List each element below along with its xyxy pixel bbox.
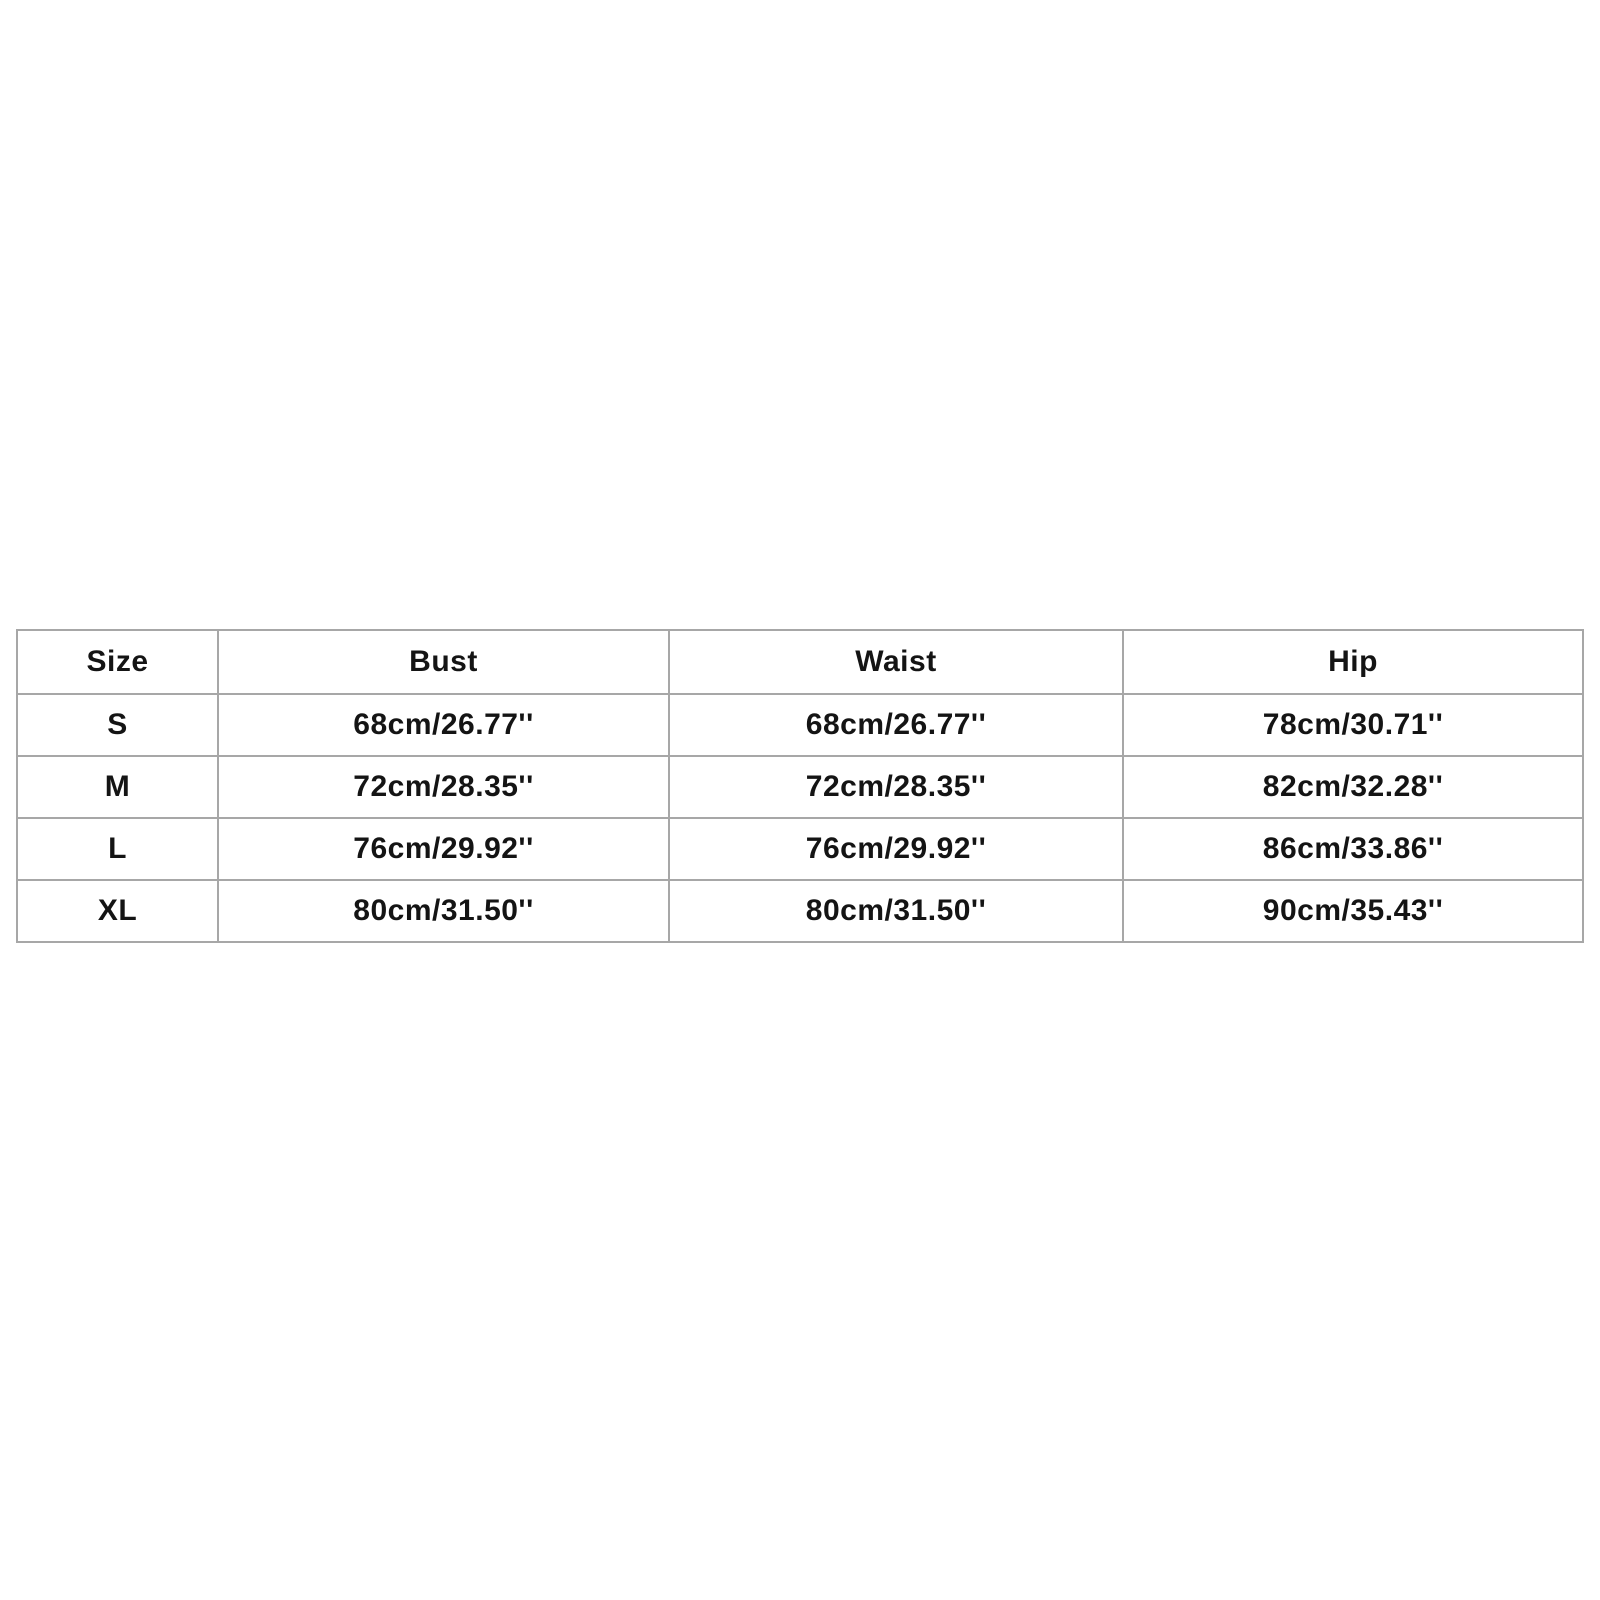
size-cell: M <box>17 756 218 818</box>
waist-cell: 76cm/29.92'' <box>669 818 1123 880</box>
bust-cell: 76cm/29.92'' <box>218 818 669 880</box>
hip-cell: 90cm/35.43'' <box>1123 880 1583 942</box>
table-row-s <box>17 694 1583 756</box>
size-cell: S <box>17 694 218 756</box>
column-header-waist: Waist <box>669 630 1123 694</box>
table-row-xl <box>17 880 1583 942</box>
column-header-hip: Hip <box>1123 630 1583 694</box>
column-header-bust: Bust <box>218 630 669 694</box>
table-row-m <box>17 756 1583 818</box>
column-header-size: Size <box>17 630 218 694</box>
bust-cell: 72cm/28.35'' <box>218 756 669 818</box>
size-cell: L <box>17 818 218 880</box>
waist-cell: 68cm/26.77'' <box>669 694 1123 756</box>
table-row-l <box>17 818 1583 880</box>
waist-cell: 80cm/31.50'' <box>669 880 1123 942</box>
size-chart-table <box>16 629 1584 943</box>
hip-cell: 86cm/33.86'' <box>1123 818 1583 880</box>
bust-cell: 68cm/26.77'' <box>218 694 669 756</box>
size-chart-header <box>17 630 1583 694</box>
header-row <box>17 630 1583 694</box>
hip-cell: 78cm/30.71'' <box>1123 694 1583 756</box>
hip-cell: 82cm/32.28'' <box>1123 756 1583 818</box>
size-chart-body <box>17 694 1583 942</box>
waist-cell: 72cm/28.35'' <box>669 756 1123 818</box>
size-cell: XL <box>17 880 218 942</box>
bust-cell: 80cm/31.50'' <box>218 880 669 942</box>
